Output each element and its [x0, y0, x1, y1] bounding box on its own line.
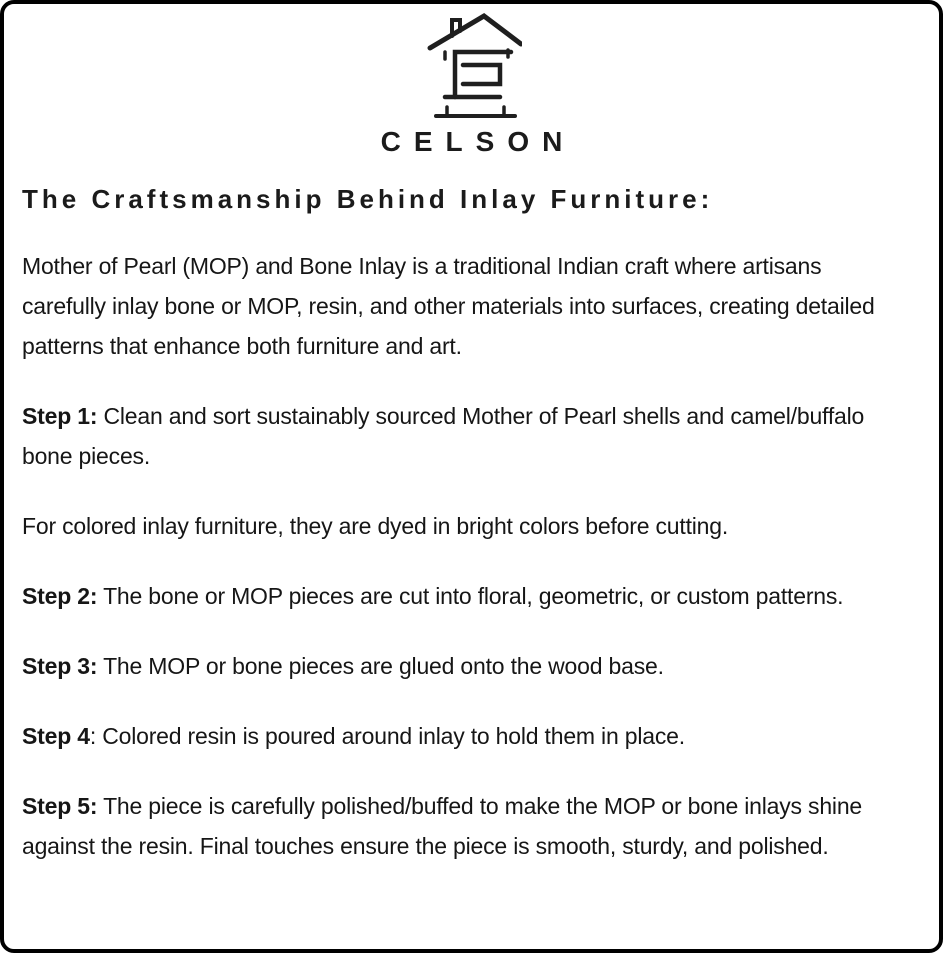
step-3-text: The MOP or bone pieces are glued onto the wood base.: [97, 653, 664, 679]
article-body: [4, 182, 939, 866]
step-3-label: Step 3:: [22, 653, 98, 679]
brand-name: CELSON: [380, 126, 576, 157]
step-1-label: Step 1:: [22, 403, 98, 429]
page-title: The Craftsmanship Behind Inlay Furniture:: [22, 184, 714, 214]
colored-inlay-note-paragraph: [22, 506, 891, 546]
logo-roof: [430, 16, 521, 48]
step-5-label: Step 5:: [22, 793, 98, 819]
step-1-paragraph: [22, 396, 891, 476]
step-1-text: Clean and sort sustainably sourced Mother of Pearl shells and camel/buffalo bone pieces.: [22, 403, 865, 469]
celson-house-logo-icon: [422, 10, 522, 122]
colored-inlay-note-text: For colored inlay furniture, they are dyed in bright colors before cutting.: [22, 513, 729, 539]
step-2-label: Step 2:: [22, 583, 98, 609]
intro-paragraph: [22, 246, 891, 366]
step-4-paragraph: [22, 716, 891, 756]
logo-s-inner: [463, 65, 500, 84]
step-2-text: The bone or MOP pieces are cut into floral, geometric, or custom patterns.: [97, 583, 844, 609]
step-4-text: : Colored resin is poured around inlay to hold them in place.: [89, 723, 685, 749]
logo-s-outer: [455, 52, 511, 97]
logo-wall-ticks: [447, 107, 504, 114]
step-5-text: The piece is carefully polished/buffed to make the MOP or bone inlays shine against the resin. Final touches ensure the piece is smooth, sturdy, and polished.: [22, 793, 862, 859]
intro-text: Mother of Pearl (MOP) and Bone Inlay is a traditional Indian craft where artisans carefully inlay bone or MOP, resin, and other materials into surfaces, creating detailed patterns that enhance both furniture and art.: [22, 253, 875, 359]
step-3-paragraph: [22, 646, 891, 686]
step-4-label: Step 4: [22, 723, 90, 749]
brand-header: [4, 4, 939, 158]
step-2-paragraph: [22, 576, 891, 616]
step-5-paragraph: [22, 786, 891, 866]
